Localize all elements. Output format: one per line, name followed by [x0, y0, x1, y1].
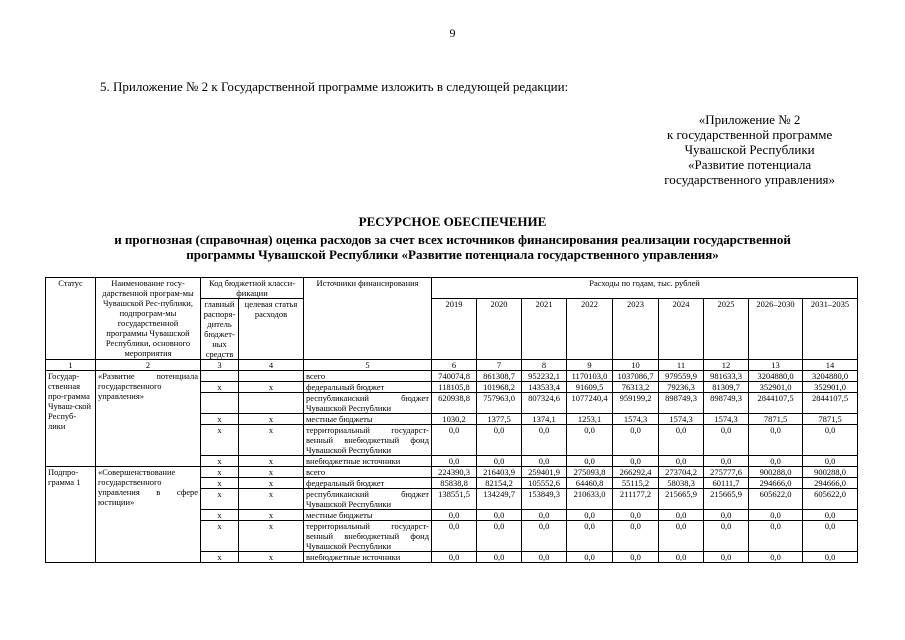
target-item-cell — [239, 371, 304, 382]
value-cell: 143533,4 — [522, 382, 567, 393]
value-cell: 900288,0 — [803, 467, 858, 478]
value-cell: 1574,3 — [613, 414, 659, 425]
value-cell: 3204880,0 — [803, 371, 858, 382]
document-subtitle — [40, 232, 865, 262]
value-cell: 82154,2 — [477, 478, 522, 489]
value-cell: 0,0 — [522, 425, 567, 456]
target-item-cell: x — [239, 510, 304, 521]
value-cell: 134249,7 — [477, 489, 522, 510]
table-row — [46, 467, 858, 478]
source-cell: местные бюджеты — [304, 414, 432, 425]
value-cell: 275777,6 — [704, 467, 749, 478]
value-cell: 0,0 — [522, 510, 567, 521]
column-number: 10 — [613, 360, 659, 371]
main-manager-cell: x — [201, 456, 239, 467]
value-cell: 740074,8 — [432, 371, 477, 382]
appendix-line: «Приложение № 2 — [698, 112, 801, 127]
value-cell: 861308,7 — [477, 371, 522, 382]
value-cell: 55115,2 — [613, 478, 659, 489]
value-cell: 0,0 — [749, 456, 803, 467]
header-expenses: Расходы по годам, тыс. рублей — [432, 278, 858, 299]
target-item-cell: x — [239, 414, 304, 425]
value-cell: 0,0 — [613, 510, 659, 521]
value-cell: 101968,2 — [477, 382, 522, 393]
value-cell: 605622,0 — [749, 489, 803, 510]
column-number: 7 — [477, 360, 522, 371]
value-cell: 0,0 — [704, 425, 749, 456]
value-cell: 0,0 — [749, 425, 803, 456]
main-manager-cell: x — [201, 552, 239, 563]
value-cell: 294666,0 — [803, 478, 858, 489]
column-number: 5 — [304, 360, 432, 371]
value-cell: 1574,3 — [659, 414, 704, 425]
value-cell: 0,0 — [477, 456, 522, 467]
value-cell: 0,0 — [522, 521, 567, 552]
value-cell: 0,0 — [477, 510, 522, 521]
value-cell: 0,0 — [522, 456, 567, 467]
header-year: 2031–2035 — [803, 299, 858, 360]
value-cell: 266292,4 — [613, 467, 659, 478]
value-cell: 91609,5 — [567, 382, 613, 393]
value-cell: 0,0 — [477, 425, 522, 456]
value-cell: 2844107,5 — [803, 393, 858, 414]
value-cell: 757963,0 — [477, 393, 522, 414]
main-manager-cell: x — [201, 414, 239, 425]
value-cell: 0,0 — [567, 425, 613, 456]
appendix-line: к государственной программе — [666, 127, 833, 142]
column-number: 11 — [659, 360, 704, 371]
value-cell: 7871,5 — [803, 414, 858, 425]
value-cell: 0,0 — [567, 521, 613, 552]
column-number: 6 — [432, 360, 477, 371]
value-cell: 273704,2 — [659, 467, 704, 478]
value-cell: 605622,0 — [803, 489, 858, 510]
value-cell: 118105,8 — [432, 382, 477, 393]
value-cell: 0,0 — [613, 425, 659, 456]
header-year: 2025 — [704, 299, 749, 360]
row-status: Госудаp-ственная про-грамма Чуваш-ской Респуб-лики — [46, 371, 96, 467]
value-cell: 900288,0 — [749, 467, 803, 478]
row-status: Подпро-грамма 1 — [46, 467, 96, 563]
value-cell: 76313,2 — [613, 382, 659, 393]
value-cell: 210633,0 — [567, 489, 613, 510]
source-cell: федеральный бюджет — [304, 478, 432, 489]
subtitle-line: и прогнозная (справочная) оценка расходов за счет всех источников финансирования реализации государственной — [114, 232, 791, 247]
value-cell: 898749,3 — [704, 393, 749, 414]
header-budget-code: Код бюджетной класси-фикации — [201, 278, 304, 299]
value-cell: 0,0 — [432, 456, 477, 467]
value-cell: 0,0 — [613, 456, 659, 467]
column-number: 13 — [749, 360, 803, 371]
source-cell: республиканский бюджет Чувашской Республики — [304, 489, 432, 510]
subtitle-line: программы Чувашской Республики «Развитие потенциала государственного управления» — [186, 247, 719, 262]
header-year: 2024 — [659, 299, 704, 360]
source-cell: территориальный государст-венный внебюджетный фонд Чувашской Республики — [304, 425, 432, 456]
value-cell: 0,0 — [659, 552, 704, 563]
value-cell: 1037086,7 — [613, 371, 659, 382]
target-item-cell: x — [239, 467, 304, 478]
target-item-cell: x — [239, 425, 304, 456]
value-cell: 0,0 — [613, 552, 659, 563]
document-title: РЕСУРСНОЕ ОБЕСПЕЧЕНИЕ — [358, 214, 547, 229]
value-cell: 0,0 — [567, 510, 613, 521]
header-year: 2021 — [522, 299, 567, 360]
target-item-cell: x — [239, 456, 304, 467]
column-number: 3 — [201, 360, 239, 371]
amendment-item: 5. Приложение № 2 к Государственной программе изложить в следующей редакции: — [100, 79, 569, 94]
target-item-cell: x — [239, 489, 304, 510]
column-number: 2 — [96, 360, 201, 371]
main-manager-cell — [201, 393, 239, 414]
source-cell: республиканский бюджет Чувашской Республики — [304, 393, 432, 414]
value-cell: 81309,7 — [704, 382, 749, 393]
value-cell: 0,0 — [477, 552, 522, 563]
main-manager-cell: x — [201, 489, 239, 510]
target-item-cell: x — [239, 521, 304, 552]
main-manager-cell: x — [201, 478, 239, 489]
value-cell: 0,0 — [613, 521, 659, 552]
value-cell: 275093,8 — [567, 467, 613, 478]
value-cell: 138551,5 — [432, 489, 477, 510]
value-cell: 352901,0 — [803, 382, 858, 393]
value-cell: 0,0 — [567, 456, 613, 467]
target-item-cell: x — [239, 382, 304, 393]
header-sources: Источники финансирования — [304, 278, 432, 360]
value-cell: 0,0 — [432, 425, 477, 456]
header-year: 2019 — [432, 299, 477, 360]
appendix-line: «Развитие потенциала — [688, 157, 812, 172]
value-cell: 620938,8 — [432, 393, 477, 414]
value-cell: 979559,9 — [659, 371, 704, 382]
value-cell: 0,0 — [803, 552, 858, 563]
source-cell: внебюджетные источники — [304, 456, 432, 467]
value-cell: 211177,2 — [613, 489, 659, 510]
column-number: 1 — [46, 360, 96, 371]
main-manager-cell: x — [201, 382, 239, 393]
resource-table — [45, 277, 858, 563]
value-cell: 215665,9 — [704, 489, 749, 510]
value-cell: 105552,6 — [522, 478, 567, 489]
header-year: 2026–2030 — [749, 299, 803, 360]
target-item-cell — [239, 393, 304, 414]
header-name: Наименование госу-дарственной програм-мы Чувашской Рес-публики, подпрограм-мы государственной программы Чувашской Республики, основного мероприятия — [96, 278, 201, 360]
value-cell: 64460,8 — [567, 478, 613, 489]
source-cell: федеральный бюджет — [304, 382, 432, 393]
value-cell: 294666,0 — [749, 478, 803, 489]
value-cell: 79236,3 — [659, 382, 704, 393]
column-number: 8 — [522, 360, 567, 371]
appendix-line: государственного управления» — [664, 172, 835, 187]
value-cell: 215665,9 — [659, 489, 704, 510]
source-cell: всего — [304, 371, 432, 382]
value-cell: 259401,9 — [522, 467, 567, 478]
main-manager-cell: x — [201, 510, 239, 521]
value-cell: 7871,5 — [749, 414, 803, 425]
value-cell: 981633,3 — [704, 371, 749, 382]
value-cell: 153849,3 — [522, 489, 567, 510]
source-cell: территориальный государст-венный внебюджетный фонд Чувашской Республики — [304, 521, 432, 552]
value-cell: 352901,0 — [749, 382, 803, 393]
source-cell: внебюджетные источники — [304, 552, 432, 563]
value-cell: 952232,1 — [522, 371, 567, 382]
value-cell: 0,0 — [659, 510, 704, 521]
value-cell: 0,0 — [704, 521, 749, 552]
value-cell: 0,0 — [432, 552, 477, 563]
table-row — [46, 371, 858, 382]
value-cell: 0,0 — [704, 456, 749, 467]
column-number: 4 — [239, 360, 304, 371]
column-number: 9 — [567, 360, 613, 371]
value-cell: 0,0 — [704, 510, 749, 521]
value-cell: 0,0 — [803, 510, 858, 521]
value-cell: 1374,1 — [522, 414, 567, 425]
header-year: 2022 — [567, 299, 613, 360]
value-cell: 1170103,0 — [567, 371, 613, 382]
value-cell: 0,0 — [704, 552, 749, 563]
value-cell: 58038,3 — [659, 478, 704, 489]
value-cell: 0,0 — [522, 552, 567, 563]
value-cell: 0,0 — [567, 552, 613, 563]
target-item-cell: x — [239, 552, 304, 563]
value-cell: 1253,1 — [567, 414, 613, 425]
source-cell: всего — [304, 467, 432, 478]
value-cell: 216403,9 — [477, 467, 522, 478]
value-cell: 0,0 — [659, 456, 704, 467]
main-manager-cell: x — [201, 425, 239, 456]
column-number: 12 — [704, 360, 749, 371]
main-manager-cell — [201, 371, 239, 382]
value-cell: 0,0 — [749, 552, 803, 563]
value-cell: 2844107,5 — [749, 393, 803, 414]
value-cell: 0,0 — [477, 521, 522, 552]
value-cell: 959199,2 — [613, 393, 659, 414]
header-year: 2023 — [613, 299, 659, 360]
appendix-line: Чувашской Республики — [684, 142, 815, 157]
header-main-manager: главный распоря-дитель бюджет-ных средств — [201, 299, 239, 360]
value-cell: 0,0 — [803, 456, 858, 467]
value-cell: 898749,3 — [659, 393, 704, 414]
value-cell: 0,0 — [432, 521, 477, 552]
value-cell: 0,0 — [749, 510, 803, 521]
value-cell: 0,0 — [659, 425, 704, 456]
value-cell: 1030,2 — [432, 414, 477, 425]
source-cell: местные бюджеты — [304, 510, 432, 521]
header-target-item: целевая статья расходов — [239, 299, 304, 360]
value-cell: 0,0 — [749, 521, 803, 552]
page-number: 9 — [449, 26, 456, 40]
header-status: Статус — [46, 278, 96, 360]
value-cell: 0,0 — [803, 521, 858, 552]
value-cell: 1077240,4 — [567, 393, 613, 414]
header-year: 2020 — [477, 299, 522, 360]
value-cell: 0,0 — [432, 510, 477, 521]
target-item-cell: x — [239, 478, 304, 489]
value-cell: 1574,3 — [704, 414, 749, 425]
value-cell: 807324,6 — [522, 393, 567, 414]
value-cell: 224390,3 — [432, 467, 477, 478]
row-name: «Совершенствование государственного управления в сфере юстиции» — [96, 467, 201, 563]
value-cell: 60111,7 — [704, 478, 749, 489]
column-number: 14 — [803, 360, 858, 371]
main-manager-cell: x — [201, 467, 239, 478]
value-cell: 85838,8 — [432, 478, 477, 489]
main-manager-cell: x — [201, 521, 239, 552]
value-cell: 1377,5 — [477, 414, 522, 425]
value-cell: 0,0 — [803, 425, 858, 456]
row-name: «Развитие потенциала государственного управления» — [96, 371, 201, 467]
value-cell: 3204880,0 — [749, 371, 803, 382]
value-cell: 0,0 — [659, 521, 704, 552]
appendix-heading — [664, 112, 835, 187]
